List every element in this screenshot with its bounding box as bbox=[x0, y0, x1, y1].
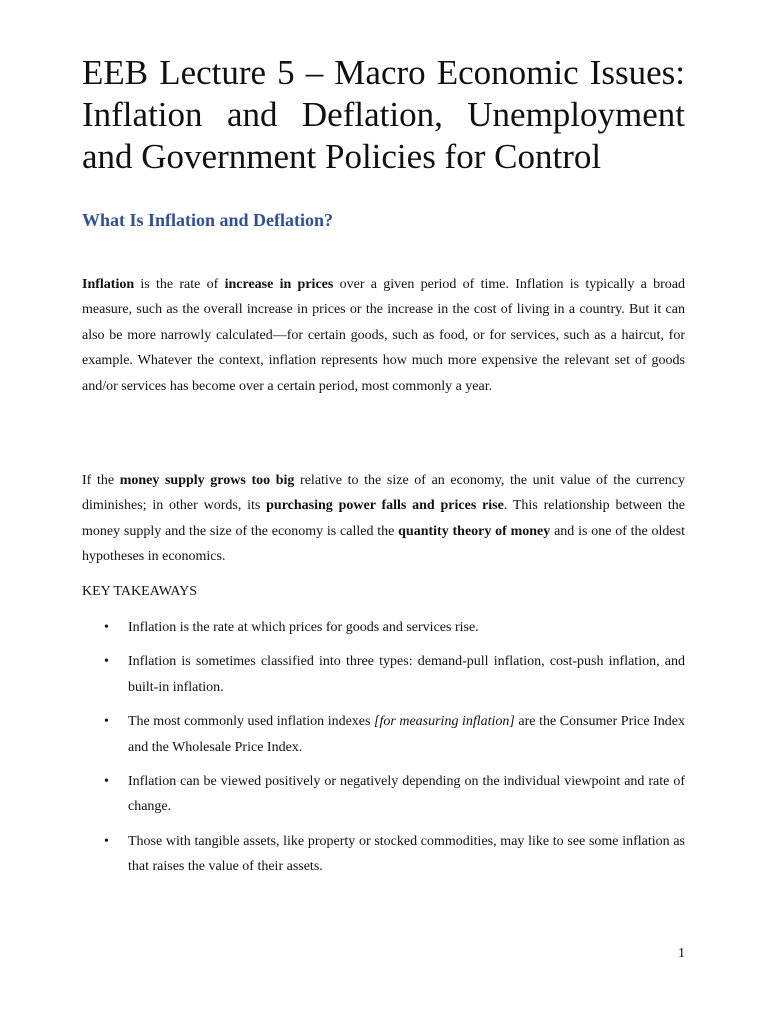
bold-term: purchasing power falls and prices rise bbox=[266, 498, 504, 514]
list-item bbox=[82, 769, 685, 820]
list-item-text: Inflation is sometimes classified into three types: demand-pull inflation, cost-push inflation, and built-in inflation. bbox=[128, 654, 685, 695]
paragraph-money-supply bbox=[82, 468, 685, 570]
text-run: relative to the size of an economy, the unit value of the currency diminishes; in other words, its bbox=[82, 473, 686, 514]
list-item bbox=[82, 709, 685, 760]
bullet-icon: • bbox=[104, 774, 109, 790]
text-run: and is one of the oldest hypotheses in economics. bbox=[82, 523, 685, 565]
list-item-text: are the Consumer Price Index and the Wholesale Price Index. bbox=[128, 714, 685, 755]
text-run: . This relationship between the money supply and the size of the economy is called the bbox=[82, 498, 685, 539]
page-title: EEB Lecture 5 – Macro Economic Issues: Inflation and Deflation, Unemployment and Government Policies for Control bbox=[82, 53, 685, 176]
list-item bbox=[82, 649, 685, 700]
list-item-text: Inflation can be viewed positively or negatively depending on the individual viewpoint and rate of change. bbox=[128, 774, 685, 815]
italic-note: [for measuring inflation] bbox=[374, 714, 515, 730]
bullet-icon: • bbox=[104, 654, 109, 670]
paragraph-inflation-definition bbox=[82, 272, 685, 399]
page-number: 1 bbox=[678, 946, 685, 961]
bullet-icon: • bbox=[104, 620, 109, 635]
bold-term: increase in prices bbox=[224, 277, 334, 292]
text-run: If the bbox=[82, 473, 120, 488]
text-run: over a given period of time. Inflation is typically a broad measure, such as the overall increase in prices or the increase in the cost of living in a country. But it can also be more narrowly calculated—for certain goods, such as food, or for services, such as a haircut, for example. Whatever the context, inflation represents how much more expensive the relevant set of goods and/or services has become over a certain period, most commonly a year. bbox=[82, 277, 685, 394]
bold-term: money supply grows too big bbox=[119, 473, 295, 488]
list-item-text: Inflation is the rate at which prices for goods and services rise. bbox=[128, 620, 479, 635]
bullet-icon: • bbox=[104, 714, 109, 730]
key-takeaways-list bbox=[82, 615, 685, 889]
list-item bbox=[82, 829, 685, 880]
document-page bbox=[82, 52, 686, 875]
bullet-icon: • bbox=[104, 833, 109, 849]
bold-term: Inflation bbox=[82, 277, 135, 292]
list-item bbox=[82, 615, 685, 640]
list-item-text: The most commonly used inflation indexes bbox=[128, 714, 374, 730]
text-run: is the rate of bbox=[134, 277, 225, 292]
list-item-text: Those with tangible assets, like property or stocked commodities, may like to see some inflation as that raises the value of their assets. bbox=[128, 833, 685, 875]
key-takeaways-label: KEY TAKEAWAYS bbox=[82, 584, 198, 599]
bold-term: quantity theory of money bbox=[398, 523, 551, 539]
section-heading: What Is Inflation and Deflation? bbox=[82, 210, 334, 230]
